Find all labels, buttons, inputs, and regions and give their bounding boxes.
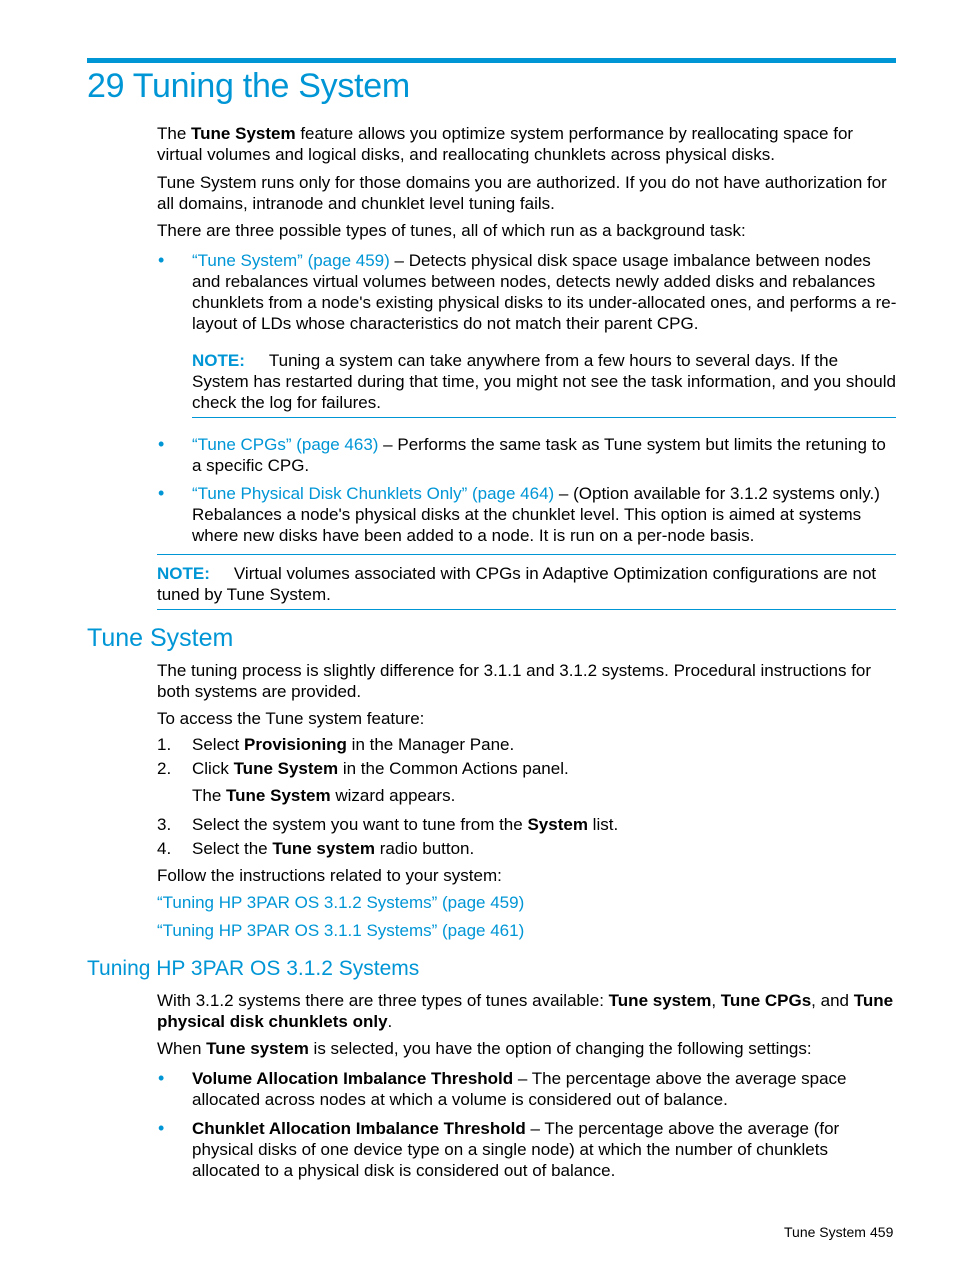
setting-chunklet-allocation: Chunklet Allocation Imbalance Threshold – The percentage above the average (for physical disks of one device type on a single node) at which the number of chunklets allocated to a physical disk is considered out of balance.	[192, 1119, 840, 1180]
bullet-icon: •	[158, 250, 165, 270]
bullet-icon: •	[158, 434, 165, 454]
tuning-312-paragraph-2: When Tune system is selected, you have the option of changing the following settings:	[157, 1039, 812, 1058]
tune-cpgs-link[interactable]: “Tune CPGs” (page 463)	[192, 435, 379, 454]
note-2: NOTE: Virtual volumes associated with CPGs in Adaptive Optimization configurations are not tuned by Tune System.	[157, 564, 877, 604]
chapter-top-rule	[87, 58, 896, 63]
tuning-311-link[interactable]: “Tuning HP 3PAR OS 3.1.1 Systems” (page 461)	[157, 921, 525, 940]
tune-pd-chunklets-link[interactable]: “Tune Physical Disk Chunklets Only” (page 464)	[192, 484, 555, 503]
intro-paragraph-2: Tune System runs only for those domains you are authorized. If you do not have authorization for all domains, intranode and chunklet level tuning fails.	[157, 173, 887, 213]
step-number: 2.	[157, 759, 172, 778]
chapter-title: 29 Tuning the System	[87, 67, 410, 105]
note-1-divider	[192, 417, 896, 418]
tune-list-item-1: “Tune System” (page 459) – Detects physical disk space usage imbalance between nodes and rebalances virtual volumes between nodes, detects newly added disks and rebalances chunklets from a node's existing physical disks to its under-allocated ones, and performs a re-layout of LDs whose characteristics do not match their parent CPG.	[192, 251, 897, 333]
intro-paragraph-3: There are three possible types of tunes, all of which run as a background task:	[157, 221, 746, 240]
intro-paragraph-1: The Tune System feature allows you optimize system performance by reallocating space for virtual volumes and logical disks, and reallocating chunklets across physical disks.	[157, 124, 854, 164]
section-heading-tuning-312: Tuning HP 3PAR OS 3.1.2 Systems	[87, 957, 420, 980]
step-number: 3.	[157, 815, 172, 834]
tuning-312-paragraph-1: With 3.1.2 systems there are three types of tunes available: Tune system, Tune CPGs, and Tune physical disk chunklets only.	[157, 991, 894, 1031]
tune-system-paragraph-1: The tuning process is slightly difference for 3.1.1 and 3.1.2 systems. Procedural instructions for both systems are provided.	[157, 661, 872, 701]
setting-volume-allocation: Volume Allocation Imbalance Threshold – The percentage above the average space allocated across nodes at which a volume is considered out of balance.	[192, 1069, 847, 1109]
step-3: Select the system you want to tune from the System list.	[192, 815, 619, 834]
note-2-bottom-divider	[157, 609, 896, 610]
tuning-312-link[interactable]: “Tuning HP 3PAR OS 3.1.2 Systems” (page 459)	[157, 893, 525, 912]
note-2-top-divider	[157, 554, 896, 555]
follow-instructions-text: Follow the instructions related to your system:	[157, 866, 502, 885]
step-2: Click Tune System in the Common Actions panel.	[192, 759, 569, 778]
step-2-result: The Tune System wizard appears.	[192, 786, 456, 805]
tune-list-item-3: “Tune Physical Disk Chunklets Only” (page 464) – (Option available for 3.1.2 systems only.) Rebalances a node's physical disks at the chunklet level. This option is aimed at systems where new disks have been added to a node. It is run on a per-node basis.	[192, 484, 880, 545]
step-number: 4.	[157, 839, 172, 858]
tune-system-link[interactable]: “Tune System” (page 459)	[192, 251, 390, 270]
tune-list-item-2: “Tune CPGs” (page 463) – Performs the same task as Tune system but limits the retuning to a specific CPG.	[192, 435, 886, 475]
bullet-icon: •	[158, 1118, 165, 1138]
footer-section-title: Tune System	[784, 1224, 866, 1240]
step-number: 1.	[157, 735, 172, 754]
bullet-icon: •	[158, 1068, 165, 1088]
section-heading-tune-system: Tune System	[87, 624, 234, 652]
note-1: NOTE: Tuning a system can take anywhere from a few hours to several days. If the System has restarted during that time, you might not see the task information, and you should check the log for failures.	[192, 351, 896, 412]
step-1: Select Provisioning in the Manager Pane.	[192, 735, 515, 754]
step-4: Select the Tune system radio button.	[192, 839, 475, 858]
bullet-icon: •	[158, 483, 165, 503]
footer-page-number: 459	[870, 1224, 894, 1240]
tune-system-paragraph-2: To access the Tune system feature:	[157, 709, 425, 728]
